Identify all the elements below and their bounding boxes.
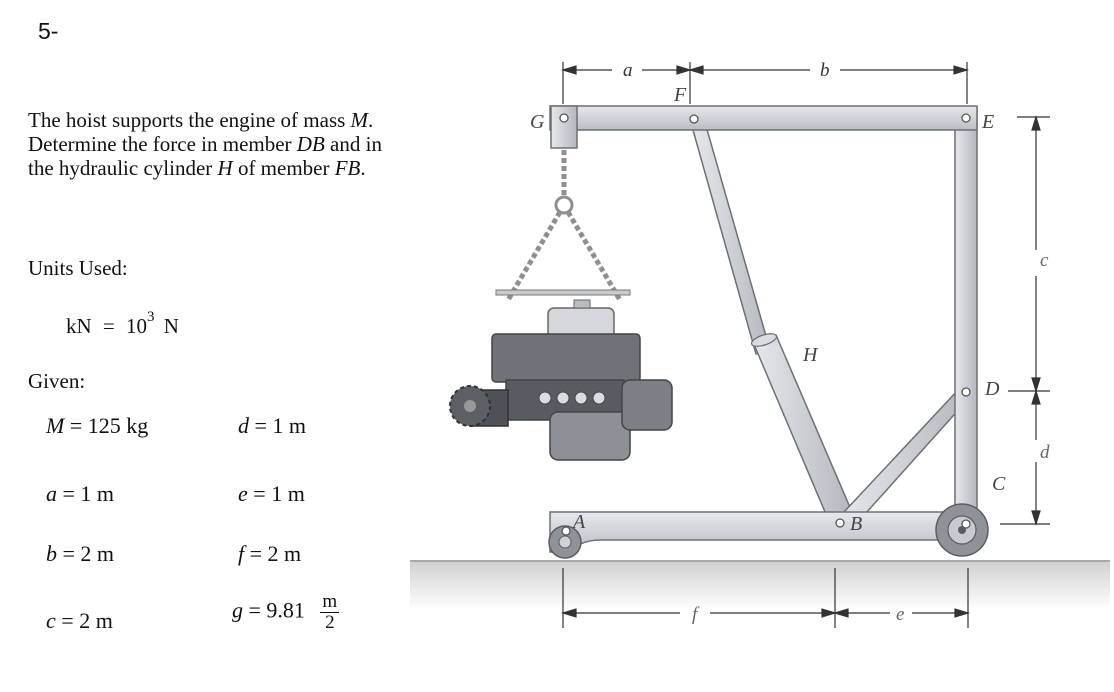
var-value: 2 (79, 608, 91, 633)
dim-label-b: b (820, 60, 830, 81)
units-eq-sign: = (102, 314, 115, 338)
given-c: c = 2 m (46, 608, 113, 633)
ground (410, 560, 1110, 610)
var-name: f (238, 541, 245, 566)
statement-text-2: . Determine the force in member (28, 108, 374, 156)
statement-text-5: . (360, 156, 366, 180)
var-value: 2 (267, 541, 279, 566)
point-label-B: B (850, 513, 863, 535)
statement-text-3: and in the hydraulic cylinder (28, 132, 382, 180)
given-d: d = 1 m (238, 413, 307, 438)
var-unit: m (96, 481, 115, 506)
hook-block-G (551, 106, 577, 148)
engine (450, 300, 672, 460)
point-label-F: F (674, 84, 687, 106)
statement-var-FB: FB (334, 156, 361, 180)
chain-ring (556, 197, 572, 213)
dim-label-f: f (692, 604, 698, 625)
problem-number: 5- (38, 18, 59, 44)
pins (560, 114, 970, 535)
var-value: 1 (271, 481, 283, 506)
var-name: g (232, 597, 243, 623)
var-value: 1 (80, 481, 92, 506)
dim-label-e: e (896, 604, 905, 625)
units-heading: Units Used: (28, 256, 128, 280)
var-name: b (46, 541, 57, 566)
statement-text-4: of member (232, 156, 335, 180)
var-name: c (46, 608, 56, 633)
point-label-A: A (573, 511, 586, 533)
post-EC (955, 108, 977, 538)
units-equation (66, 309, 179, 339)
hoist-figure (410, 0, 1110, 692)
base-AC (550, 512, 977, 552)
var-unit: m (95, 608, 113, 633)
point-label-G: G (530, 111, 545, 133)
given-b: b = 2 m (46, 541, 115, 566)
var-value: 2 (80, 541, 92, 566)
given-g: g = 9.81 $\frac{m}{2}$ (232, 591, 338, 633)
wheel-C (936, 504, 988, 556)
point-label-E: E (982, 111, 995, 133)
var-name: M (46, 413, 65, 438)
dim-label-a: a (623, 60, 633, 81)
var-unit: m (284, 541, 302, 566)
var-unit-fraction (320, 592, 339, 633)
units-exp: 3 (147, 309, 155, 325)
var-value: 1 (272, 413, 284, 438)
frac-denominator: 2 (325, 612, 335, 633)
point-label-C: C (992, 473, 1006, 495)
chain (508, 150, 620, 300)
dim-label-d: d (1040, 442, 1050, 463)
given-a: a = 1 m (46, 481, 115, 506)
units-lhs: kN (66, 314, 92, 338)
brace-DB (838, 389, 970, 523)
var-value: 9.81 (266, 597, 305, 623)
spreader-bar (496, 290, 630, 295)
given-f: f = 2 m (238, 541, 302, 566)
var-unit: m (287, 481, 305, 506)
var-unit: m (96, 541, 115, 566)
point-label-D: D (985, 378, 1000, 400)
problem-statement (28, 108, 408, 180)
statement-var-M: M (350, 108, 369, 132)
given-M: M = 125 kg (46, 413, 149, 438)
statement-var-DB: DB (296, 132, 325, 156)
given-heading: Given: (28, 369, 86, 393)
statement-var-H: H (217, 156, 233, 180)
units-unit: N (163, 314, 179, 338)
var-name: a (46, 481, 57, 506)
given-e: e = 1 m (238, 481, 305, 506)
var-unit: kg (126, 413, 149, 438)
beam-GE (550, 106, 977, 130)
var-name: d (238, 413, 249, 438)
hydraulic-cylinder-H (693, 126, 852, 519)
point-label-H: H (803, 344, 818, 366)
var-unit: m (288, 413, 307, 438)
statement-text-1: The hoist supports the engine of mass (28, 108, 351, 132)
dim-label-c: c (1040, 250, 1049, 271)
var-value: 125 (87, 413, 121, 438)
units-base: 10 (126, 314, 148, 338)
frac-numerator: m (322, 591, 338, 612)
var-name: e (238, 481, 248, 506)
